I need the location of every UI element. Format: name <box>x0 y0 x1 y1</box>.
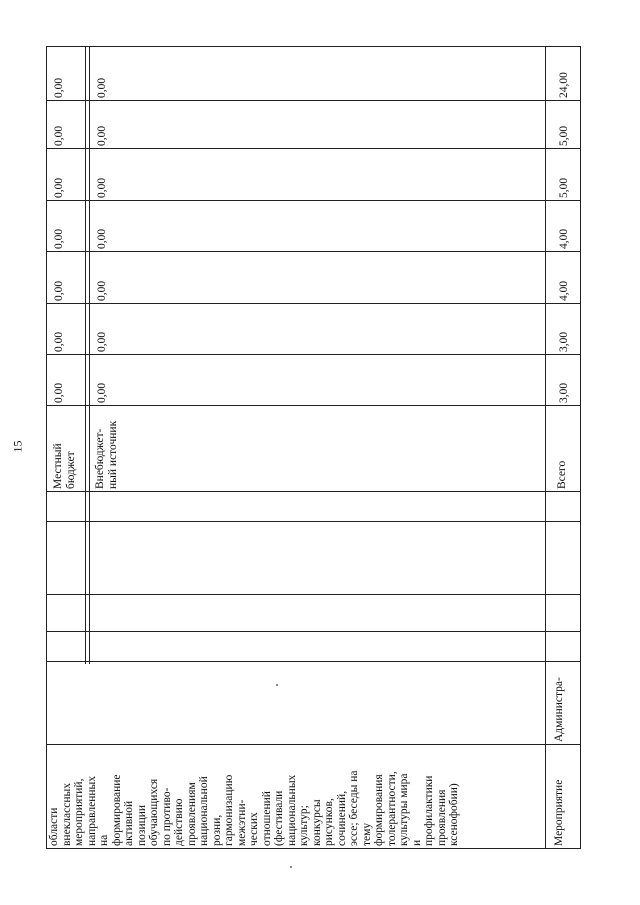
value-cell: 0,00 <box>96 331 108 352</box>
divider-h-4 <box>46 251 580 252</box>
description-line: ческих <box>248 812 260 846</box>
value-cell: 24,00 <box>558 72 570 98</box>
value-cell: 0,00 <box>53 228 65 249</box>
value-cell: 0,00 <box>53 331 65 352</box>
event-label <box>553 780 566 846</box>
description-text <box>48 771 461 846</box>
description-line: культуры мира <box>398 773 410 846</box>
value-cell: 0,00 <box>53 280 65 301</box>
description-line: направленных <box>85 775 98 846</box>
value-cell: 5,00 <box>558 125 570 146</box>
description-line: формирования <box>373 774 385 846</box>
event-label-text: Мероприятие <box>553 779 565 846</box>
description-line: межэтни- <box>235 799 248 846</box>
source-extra-line-1: Внебюджет- <box>94 428 106 489</box>
value-cell: 3,00 <box>558 382 570 403</box>
description-line: внеклассных <box>60 783 73 846</box>
divider-h-7 <box>46 405 580 406</box>
description-line: розни, <box>210 814 223 846</box>
description-line: проявления <box>435 789 448 846</box>
divider-v-2 <box>89 46 90 664</box>
divider-h-9 <box>46 521 580 522</box>
value-cell: 0,00 <box>96 77 108 98</box>
source-total-line: Всего <box>556 460 568 489</box>
value-cell: 5,00 <box>558 177 570 198</box>
divider-h-3 <box>46 200 580 201</box>
table-border-left <box>46 46 47 849</box>
divider-h-2 <box>46 148 580 149</box>
value-cell: 4,00 <box>558 280 570 301</box>
divider-h-11 <box>46 631 580 632</box>
description-line: профилактики <box>423 775 435 846</box>
description-line: на <box>98 834 110 846</box>
description-line: тему <box>360 822 373 846</box>
table-border-right <box>580 46 581 849</box>
table-border-top <box>46 46 580 47</box>
page-number: 15 <box>10 440 25 453</box>
description-line: и <box>410 839 423 846</box>
description-line: действию <box>173 798 185 846</box>
description-line: позиции <box>135 804 148 846</box>
description-line: сочинений, <box>335 790 348 846</box>
source-local <box>52 443 77 489</box>
divider-h-5 <box>46 303 580 304</box>
description-line: конкурсы <box>310 799 323 846</box>
scan-speck <box>290 866 292 868</box>
divider-v-1 <box>85 46 86 664</box>
description-line: формирование <box>110 774 123 846</box>
description-line: проявлениям <box>185 782 198 846</box>
scan-speck <box>276 684 278 686</box>
divider-h-8 <box>46 491 580 492</box>
description-line: (фестивали <box>273 790 285 846</box>
source-extrabudget <box>94 421 119 489</box>
executor-label-text: Администра- <box>553 677 565 742</box>
value-cell: 0,00 <box>53 125 65 146</box>
value-cell: 0,00 <box>96 125 108 146</box>
description-line: ксенофобии) <box>448 783 460 846</box>
value-cell: 0,00 <box>96 177 108 198</box>
value-cell: 3,00 <box>558 331 570 352</box>
value-cell: 0,00 <box>96 382 108 403</box>
description-line: гармонизацию <box>223 774 235 846</box>
description-line: культур; <box>298 805 310 846</box>
value-cell: 0,00 <box>53 177 65 198</box>
divider-h-10 <box>46 594 580 595</box>
description-line: мероприятий, <box>73 778 85 846</box>
source-extra-line-2: ный источник <box>106 420 119 489</box>
divider-h-6 <box>46 354 580 355</box>
value-cell: 0,00 <box>96 228 108 249</box>
description-line: обучающихся <box>148 778 160 846</box>
value-cell: 0,00 <box>53 382 65 403</box>
description-line: активной <box>123 800 135 846</box>
value-cell: 4,00 <box>558 228 570 249</box>
description-line: толерантности, <box>385 771 398 846</box>
divider-h-13 <box>46 744 580 745</box>
description-line: области <box>48 807 60 846</box>
executor-label <box>553 677 566 742</box>
description-line: по противо- <box>160 787 173 846</box>
description-line: рисунков, <box>323 798 335 846</box>
divider-h-12 <box>46 661 580 662</box>
table-border-bottom <box>46 848 580 849</box>
source-local-line-2: бюджет <box>64 451 77 489</box>
source-total <box>556 461 569 489</box>
divider-h-1 <box>46 100 580 101</box>
value-cell: 0,00 <box>53 77 65 98</box>
description-line: отношений <box>260 791 273 846</box>
divider-v-3 <box>545 46 546 849</box>
description-line: национальных <box>285 774 298 846</box>
description-line: национальной <box>198 776 210 846</box>
description-lines <box>48 771 461 846</box>
source-local-line-1: Местный <box>52 443 64 489</box>
description-line: эссе; беседы на <box>348 770 360 846</box>
value-cell: 0,00 <box>96 280 108 301</box>
